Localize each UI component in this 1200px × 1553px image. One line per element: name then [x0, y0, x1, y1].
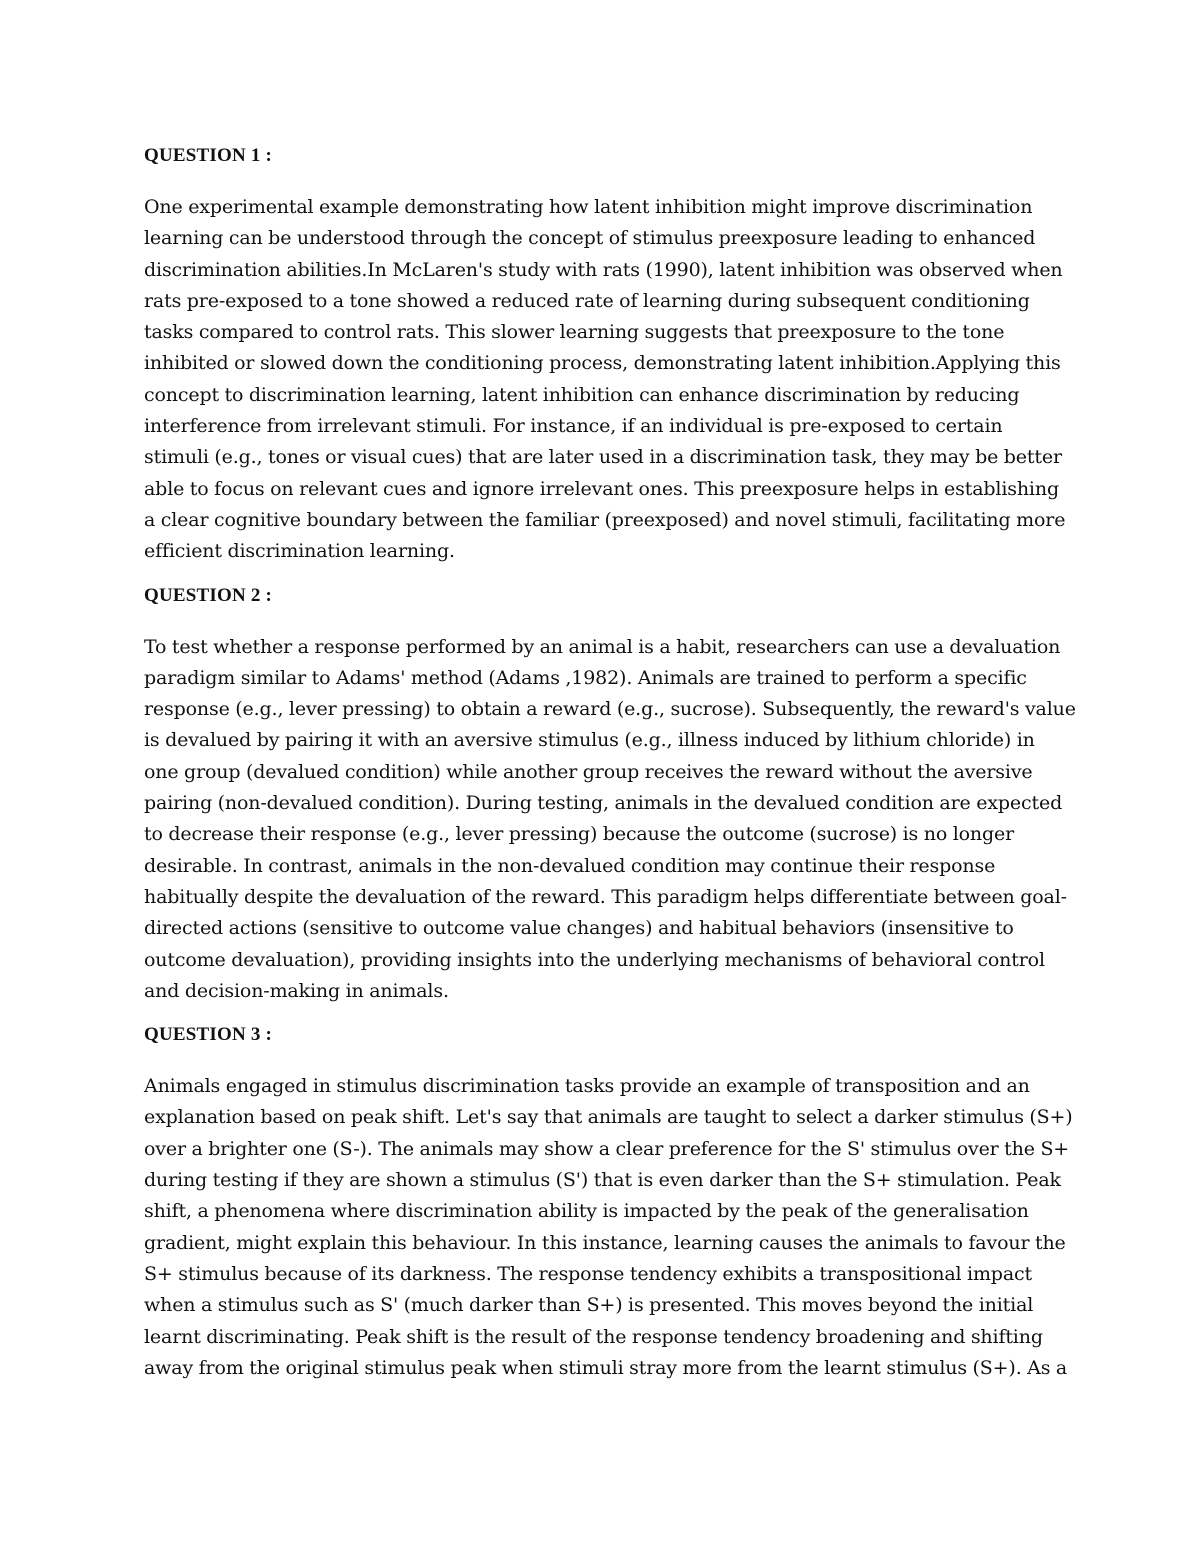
text-line: during testing if they are shown a stimulus (S') that is even darker than the S+ stimulation. Peak — [144, 1169, 1061, 1192]
text-line: response (e.g., lever pressing) to obtain a reward (e.g., sucrose). Subsequently, the reward's value — [144, 698, 1076, 721]
text-line: rats pre-exposed to a tone showed a reduced rate of learning during subsequent conditioning — [144, 289, 1030, 312]
question-3-answer — [144, 1071, 1073, 1384]
text-line: one group (devalued condition) while another group receives the reward without the aversive — [144, 760, 1033, 783]
text-line: desirable. In contrast, animals in the non-devalued condition may continue their response — [144, 854, 996, 877]
text-line: One experimental example demonstrating how latent inhibition might improve discrimination — [144, 196, 1033, 218]
text-line: learning can be understood through the concept of stimulus preexposure leading to enhanced — [144, 227, 1036, 250]
text-line: when a stimulus such as S' (much darker than S+) is presented. This moves beyond the initial — [144, 1294, 1034, 1317]
question-2-heading: QUESTION 2 : — [144, 584, 273, 606]
question-1-heading: QUESTION 1 : — [144, 145, 273, 166]
text-line: pairing (non-devalued condition). During testing, animals in the devalued condition are expected — [144, 792, 1063, 815]
text-line: a clear cognitive boundary between the familiar (preexposed) and novel stimuli, facilitating more — [144, 508, 1066, 531]
question-1-answer — [144, 192, 1064, 568]
section-question-2 — [144, 578, 1076, 1008]
text-line: away from the original stimulus peak when stimuli stray more from the learnt stimulus (S+). As a — [144, 1356, 1068, 1379]
text-line: paradigm similar to Adams' method (Adams ,1982). Animals are trained to perform a specific — [144, 666, 1027, 689]
text-line: concept to discrimination learning, latent inhibition can enhance discrimination by reducing — [144, 383, 1020, 406]
text-line: tasks compared to control rats. This slower learning suggests that preexposure to the tone — [144, 321, 1005, 344]
text-line: S+ stimulus because of its darkness. The response tendency exhibits a transpositional impact — [144, 1262, 1032, 1285]
text-line: discrimination abilities.In McLaren's study with rats (1990), latent inhibition was observed when — [144, 258, 1063, 281]
text-line: efficient discrimination learning. — [144, 540, 455, 563]
text-line: over a brighter one (S-). The animals may show a clear preference for the S' stimulus over the S+ — [144, 1137, 1070, 1160]
text-line: habitually despite the devaluation of the reward. This paradigm helps differentiate between goal- — [144, 885, 1067, 908]
text-line: to decrease their response (e.g., lever pressing) because the outcome (sucrose) is no longer — [144, 823, 1015, 846]
text-line: To test whether a response performed by an animal is a habit, researchers can use a devaluation — [144, 635, 1061, 658]
text-line: gradient, might explain this behaviour. In this instance, learning causes the animals to favour the — [144, 1231, 1066, 1254]
text-line: directed actions (sensitive to outcome value changes) and habitual behaviors (insensitive to — [144, 917, 1014, 940]
question-2-answer — [144, 632, 1076, 1008]
section-question-1 — [144, 138, 1064, 568]
text-line: shift, a phenomena where discrimination ability is impacted by the peak of the generalisation — [144, 1200, 1029, 1223]
question-3-heading: QUESTION 3 : — [144, 1024, 273, 1046]
text-line: inhibited or slowed down the conditioning process, demonstrating latent inhibition.Applying this — [144, 352, 1061, 375]
section-question-3 — [144, 1017, 1073, 1384]
text-line: stimuli (e.g., tones or visual cues) that are later used in a discrimination task, they may be better — [144, 446, 1062, 469]
text-line: learnt discriminating. Peak shift is the result of the response tendency broadening and shifting — [144, 1325, 1043, 1348]
text-line: is devalued by pairing it with an aversive stimulus (e.g., illness induced by lithium chloride) in — [144, 729, 1035, 752]
text-line: able to focus on relevant cues and ignore irrelevant ones. This preexposure helps in establishing — [144, 477, 1059, 500]
text-line: and decision-making in animals. — [144, 979, 449, 1002]
text-line: explanation based on peak shift. Let's say that animals are taught to select a darker stimulus (S+) — [144, 1106, 1073, 1129]
text-line: Animals engaged in stimulus discrimination tasks provide an example of transposition and an — [144, 1075, 1030, 1098]
document-page — [144, 138, 1076, 1394]
text-line: outcome devaluation), providing insights into the underlying mechanisms of behavioral control — [144, 948, 1045, 971]
text-line: interference from irrelevant stimuli. For instance, if an individual is pre-exposed to certain — [144, 415, 1003, 438]
